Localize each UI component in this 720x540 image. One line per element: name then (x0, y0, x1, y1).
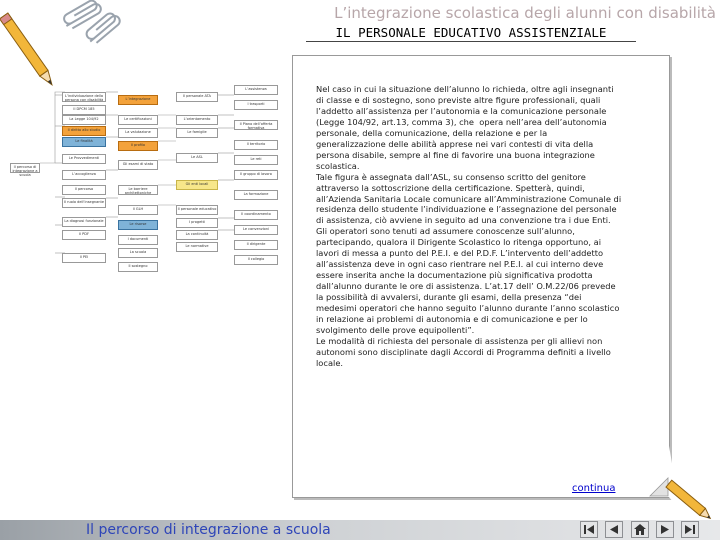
concept-map-box[interactable]: Il percorso di integrazione a scuola (10, 163, 40, 173)
concept-map-box[interactable]: Le normative (176, 242, 218, 252)
concept-map-box[interactable]: Il gruppo di lavoro (234, 170, 278, 180)
concept-map-box[interactable]: Il GLH (118, 205, 158, 215)
concept-map-box[interactable]: Il territorio (234, 140, 278, 150)
paperclip-icon (84, 10, 124, 54)
concept-map-box[interactable]: Il PEI (62, 253, 106, 263)
next-page-button[interactable] (656, 521, 674, 538)
last-page-button[interactable] (681, 521, 699, 538)
first-page-button[interactable] (580, 521, 598, 538)
concept-map-box[interactable]: Il ruolo dell’insegnante (62, 198, 106, 208)
concept-map-box[interactable]: Il PDF (62, 230, 106, 240)
concept-map-box[interactable]: Le reti (234, 155, 278, 165)
concept-map-box[interactable]: Gli esami di stato (118, 160, 158, 170)
continue-link[interactable]: continua (572, 483, 616, 494)
arrow-right-icon (659, 524, 671, 535)
concept-map-box[interactable]: Le finalità (62, 137, 106, 147)
concept-map-box[interactable]: La Legge 104/92 (62, 115, 106, 125)
home-icon (634, 524, 646, 535)
concept-map-box[interactable]: I documenti (118, 235, 158, 245)
concept-map-box[interactable]: I progetti (176, 218, 218, 228)
concept-map-box[interactable]: Il personale educativo (176, 205, 218, 215)
concept-map-box[interactable]: La scuola (118, 248, 158, 258)
concept-map-box[interactable]: L’orientamento (176, 115, 218, 125)
concept-map-box[interactable]: Gli enti locali (176, 180, 218, 190)
concept-map-box[interactable]: Il sostegno (118, 262, 158, 272)
concept-map-box[interactable]: Il Piano dell’offerta formativa (234, 120, 278, 130)
concept-map-box[interactable]: Le convenzioni (234, 225, 278, 235)
home-button[interactable] (631, 521, 649, 538)
concept-map-box[interactable]: Il percorso (62, 185, 106, 195)
concept-map-box[interactable]: Le certificazioni (118, 115, 158, 125)
concept-map-box[interactable]: Le ASL (176, 153, 218, 163)
concept-map-box[interactable]: L’accoglienza (62, 170, 106, 180)
concept-map-box[interactable]: Il collegio (234, 255, 278, 265)
concept-map-box[interactable]: Il DPCM 185 (62, 105, 106, 115)
page-title: L’integrazione scolastica degli alunni con disabilità (334, 4, 716, 22)
concept-map-box[interactable]: L’assistenza (234, 85, 278, 95)
concept-map-box[interactable]: Il coordinamento (234, 210, 278, 220)
concept-map-box[interactable]: La diagnosi funzionale (62, 217, 106, 227)
concept-map-box[interactable]: La formazione (234, 190, 278, 200)
concept-map-box[interactable]: Il dirigente (234, 240, 278, 250)
arrow-left-icon (608, 524, 620, 535)
footer-label: Il percorso di integrazione a scuola (86, 522, 331, 538)
concept-map-box[interactable]: Le barriere architettoniche (118, 185, 158, 195)
section-subtitle: IL PERSONALE EDUCATIVO ASSISTENZIALE (306, 25, 636, 42)
concept-map-box[interactable]: La continuità (176, 230, 218, 240)
concept-map-box[interactable]: Le risorse (118, 220, 158, 230)
concept-map-box[interactable]: Le famiglie (176, 128, 218, 138)
concept-map-box[interactable]: Il diritto allo studio (62, 126, 106, 136)
concept-map-box[interactable]: L’integrazione (118, 95, 158, 105)
concept-map-box[interactable]: I trasporti (234, 100, 278, 110)
concept-map-box[interactable]: Il profilo (118, 141, 158, 151)
skip-back-icon (583, 524, 595, 535)
concept-map[interactable] (10, 70, 295, 275)
concept-map-box[interactable]: Il personale ATA (176, 92, 218, 102)
previous-page-button[interactable] (605, 521, 623, 538)
concept-map-box[interactable]: Le Provvedimenti (62, 154, 106, 164)
concept-map-box[interactable]: La valutazione (118, 128, 158, 138)
concept-map-box[interactable]: L’individuazione della persona con disabilità (62, 92, 106, 102)
skip-forward-icon (684, 524, 696, 535)
body-paragraph: Nel caso in cui la situazione dell’alunno lo richieda, oltre agli insegnanti di classe e di sostegno, sono previste altre figure professionali, quali l’addetto all’assistenza per l’autonomia e la comunicazione personale (Legge 104/92, art.13, comma 3), che opera nell’area dell’autonomia personale, della comunicazione, della relazione e per la generalizzazione delle abilità apprese nei vari contesti di vita della persona disabile, sempre al fine di favorire una buona integrazione scolastica. Tale figura è assegnata dall’ASL, su consenso scritto del genitore attraverso la sottoscrizione della certificazione. Spetterà, quindi, all’Azienda Sanitaria Locale comunicare all’Amministrazione Comunale di residenza dello studente l’individuazione e l’assegnazione del personale di assistenza, ciò avviene in seguito ad una convenzione tra i due Enti. Gli operatori sono tenuti ad assumere conoscenze sull’alunno, partecipando, qualora il Dirigente Scolastico lo ritenga opportuno, ai lavori di messa a punto del P.E.I. e del P.D.F. L’intervento dell’addetto all’assistenza deve in ogni caso rientrare nel P.E.I. al cui interno deve essere inserita anche la documentazione più significativa prodotta dall’alunno durante le ore di assistenza. L’at.17 dell’ O.M.22/06 prevede la possibilità di avvalersi, durante gli esami, della presenza “dei medesimi operatori che hanno seguito l’alunno durante l’anno scolastico in relazione ai problemi di autonomia e di comunicazione e per lo svolgimento delle prove equipollenti”. Le modalità di richiesta del personale di assistenza per gli allievi non autonomi sono disciplinate dagli Accordi di Programma definiti a livello locale. (316, 84, 622, 368)
